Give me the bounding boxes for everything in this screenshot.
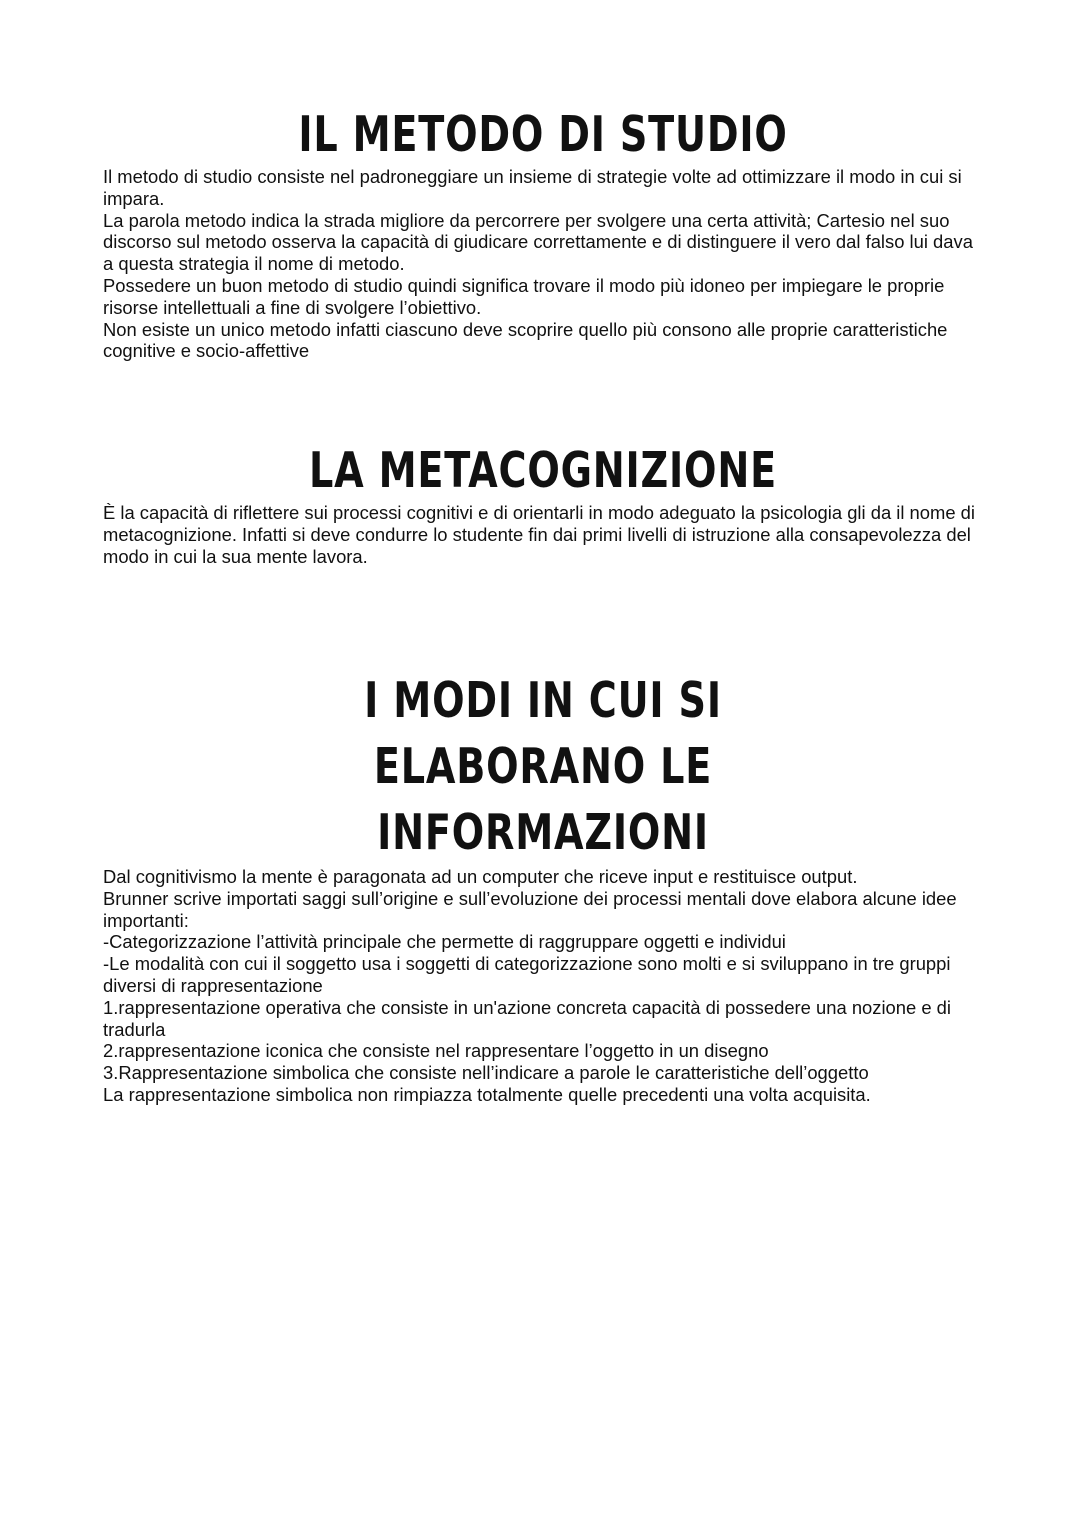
section-elaborazione-informazioni xyxy=(103,668,983,1106)
section-metodo-di-studio xyxy=(103,104,983,362)
section-body xyxy=(103,166,983,362)
paragraph: Possedere un buon metodo di studio quindi significa trovare il modo più idoneo per impiegare le proprie risorse intellettuali a fine di svolgere l’obiettivo. xyxy=(103,274,945,318)
section-body xyxy=(103,502,983,567)
list-item: 2.rappresentazione iconica che consiste nel rappresentare l’oggetto in un disegno xyxy=(103,1040,769,1062)
list-item: 1.rappresentazione operativa che consiste in un'azione concreta capacità di possedere una nozione e di tradurla xyxy=(103,996,951,1040)
paragraph: La rappresentazione simbolica non rimpiazza totalmente quelle precedenti una volta acquisita. xyxy=(103,1083,871,1105)
paragraph: Il metodo di studio consiste nel padroneggiare un insieme di strategie volte ad ottimizzare il modo in cui si impara. xyxy=(103,166,962,209)
section-metacognizione xyxy=(103,440,983,567)
list-item: -Categorizzazione l’attività principale che permette di raggruppare oggetti e individui xyxy=(103,931,786,953)
section-body xyxy=(103,866,983,1106)
paragraph: Brunner scrive importati saggi sull’origine e sull’evoluzione dei processi mentali dove elabora alcune idee importanti: xyxy=(103,887,957,931)
section-title: LA METACOGNIZIONE xyxy=(309,442,777,499)
paragraph: È la capacità di riflettere sui processi cognitivi e di orientarli in modo adeguato la psicologia gli da il nome di metacognizione. Infatti si deve condurre lo studente fin dai primi livelli di istruzione alla consapevolezza del modo in cui la sua mente lavora. xyxy=(103,502,975,567)
list-item: -Le modalità con cui il soggetto usa i soggetti di categorizzazione sono molti e si sviluppano in tre gruppi diversi di rappresentazione xyxy=(103,953,951,996)
list-item: 3.Rappresentazione simbolica che consiste nell’indicare a parole le caratteristiche dell’oggetto xyxy=(103,1062,869,1084)
section-title: I MODI IN CUI SI ELABORANO LE INFORMAZIONI xyxy=(364,672,722,861)
paragraph: La parola metodo indica la strada migliore da percorrere per svolgere una certa attività; Cartesio nel suo discorso sul metodo osserva la capacità di giudicare correttamente e di distinguere il vero dal falso lui dava a questa strategia il nome di metodo. xyxy=(103,209,973,275)
paragraph: Non esiste un unico metodo infatti ciascuno deve scoprire quello più consono alle proprie caratteristiche cognitive e socio-affettive xyxy=(103,318,948,362)
section-title: IL METODO DI STUDIO xyxy=(298,106,788,163)
paragraph: Dal cognitivismo la mente è paragonata ad un computer che riceve input e restituisce output. xyxy=(103,866,858,887)
